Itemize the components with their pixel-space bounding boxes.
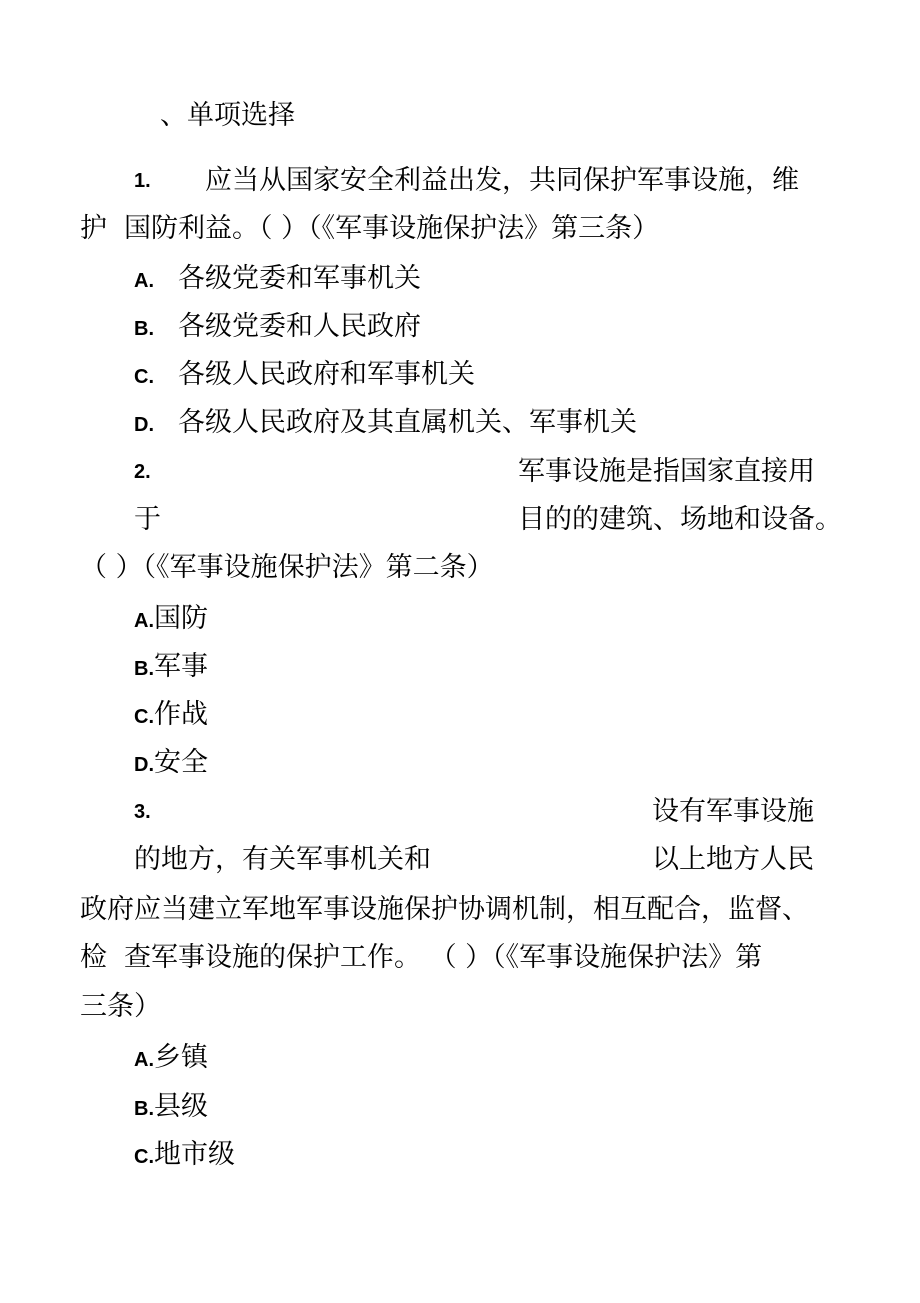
section-title: 、单项选择 bbox=[160, 100, 295, 131]
question-2-line-2-right: 目的的建筑、场地和设备。 bbox=[518, 504, 842, 535]
question-1-line-1: 应当从国家安全利益出发，共同保护军事设施，维 bbox=[205, 165, 799, 196]
option-text: 乡镇 bbox=[154, 1042, 208, 1073]
option-label: B. bbox=[134, 318, 154, 340]
option-text: 作战 bbox=[154, 699, 208, 730]
question-3-line-4b: 查军事设施的保护工作。 （ ）（《军事设施保护法》第 bbox=[124, 942, 763, 973]
question-2-number: 2. bbox=[134, 461, 151, 483]
question-1-number: 1. bbox=[134, 170, 151, 192]
question-3-line-1-right: 设有军事设施 bbox=[652, 796, 814, 827]
option-label: B. bbox=[134, 1098, 154, 1120]
question-3-line-5: 三条） bbox=[80, 991, 161, 1022]
option-label: A. bbox=[134, 270, 154, 292]
q2-option-a[interactable] bbox=[134, 602, 208, 638]
option-label: C. bbox=[134, 706, 154, 728]
option-text: 安全 bbox=[154, 747, 208, 778]
option-label: A. bbox=[134, 1049, 154, 1071]
question-3-line-2-right: 以上地方人民 bbox=[652, 844, 814, 875]
question-3-number: 3. bbox=[134, 801, 151, 823]
question-2-line-1-right: 军事设施是指国家直接用 bbox=[518, 456, 815, 487]
q1-option-d[interactable] bbox=[134, 406, 637, 442]
q3-option-b[interactable] bbox=[134, 1090, 208, 1126]
question-3-line-4a: 检 bbox=[80, 942, 107, 973]
question-3-line-3: 政府应当建立军地军事设施保护协调机制，相互配合，监督、 bbox=[80, 894, 809, 925]
option-label: D. bbox=[134, 754, 154, 776]
option-text: 国防 bbox=[154, 603, 208, 634]
q2-option-b[interactable] bbox=[134, 650, 208, 686]
option-label: A. bbox=[134, 610, 154, 632]
option-label: B. bbox=[134, 658, 154, 680]
option-text: 地市级 bbox=[154, 1139, 235, 1170]
question-2-line-3: （ ）（《军事设施保护法》第二条） bbox=[80, 552, 494, 583]
option-text: 各级党委和人民政府 bbox=[178, 311, 421, 342]
option-label: C. bbox=[134, 1146, 154, 1168]
q1-option-b[interactable] bbox=[134, 310, 421, 346]
q3-option-c[interactable] bbox=[134, 1138, 235, 1174]
question-1-line-2a: 护 bbox=[80, 213, 107, 244]
q2-option-d[interactable] bbox=[134, 746, 208, 782]
question-1-line-2b: 国防利益。（ ）（《军事设施保护法》第三条） bbox=[124, 213, 660, 244]
option-text: 军事 bbox=[154, 651, 208, 682]
question-3-line-2-left: 的地方，有关军事机关和 bbox=[134, 844, 431, 875]
option-text: 县级 bbox=[154, 1091, 208, 1122]
option-text: 各级党委和军事机关 bbox=[178, 263, 421, 294]
q2-option-c[interactable] bbox=[134, 698, 208, 734]
option-label: C. bbox=[134, 366, 154, 388]
q1-option-c[interactable] bbox=[134, 358, 475, 394]
option-label: D. bbox=[134, 414, 154, 436]
q1-option-a[interactable] bbox=[134, 262, 421, 298]
option-text: 各级人民政府和军事机关 bbox=[178, 359, 475, 390]
q3-option-a[interactable] bbox=[134, 1041, 208, 1077]
question-2-line-2-left: 于 bbox=[134, 504, 161, 535]
option-text: 各级人民政府及其直属机关、军事机关 bbox=[178, 407, 637, 438]
